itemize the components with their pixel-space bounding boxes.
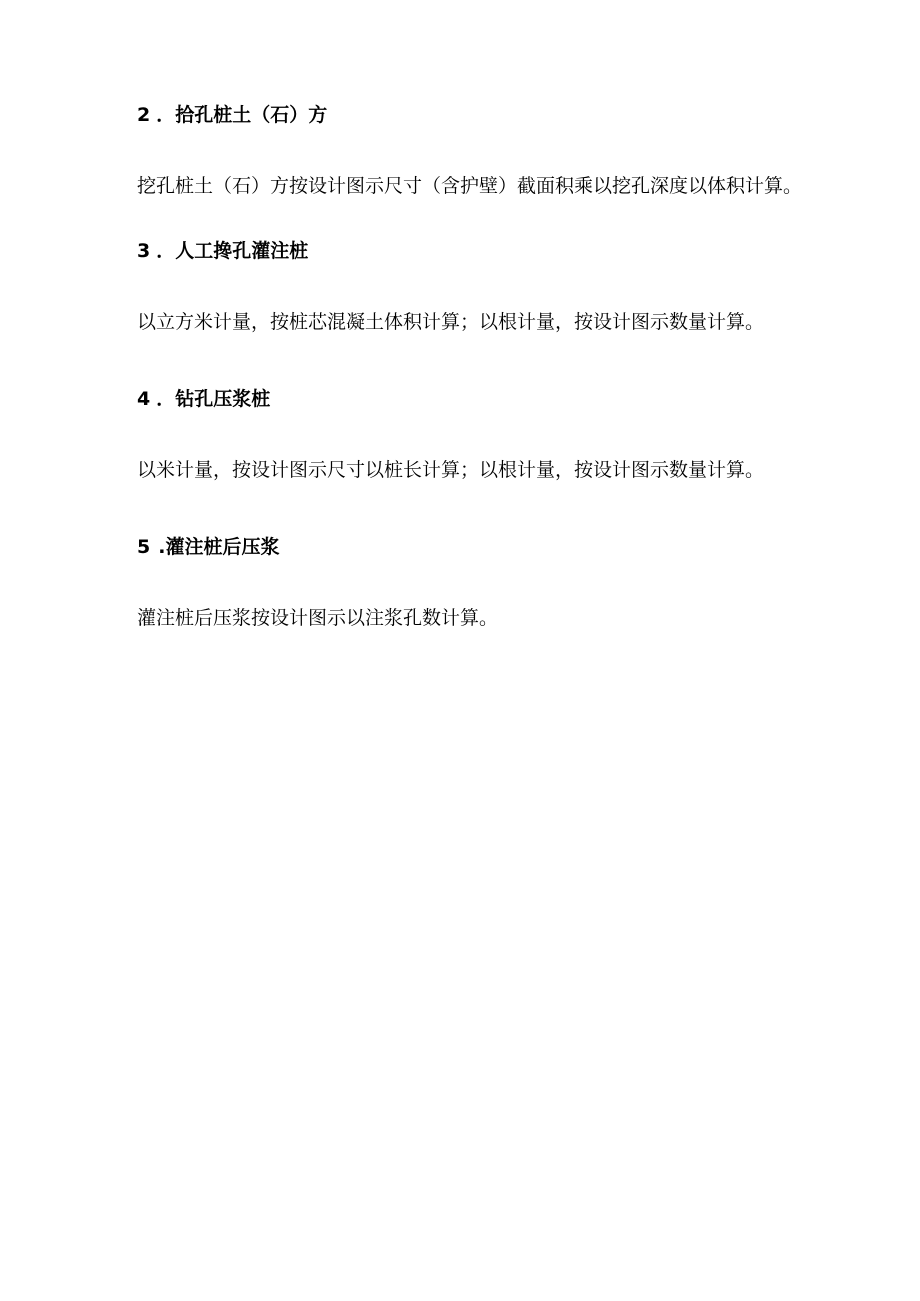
section-number: 3	[137, 240, 151, 262]
section-title: 人工搀孔灌注桩	[175, 240, 309, 262]
section-heading-2	[137, 98, 817, 132]
section-separator: ．	[156, 104, 176, 126]
section-title: 拾孔桩土（石）方	[175, 104, 328, 126]
section-title: 钻孔压浆桩	[175, 388, 271, 410]
section-separator: .	[158, 536, 166, 558]
document-content	[137, 98, 817, 644]
section-number: 2	[137, 104, 151, 126]
section-separator: ．	[156, 240, 176, 262]
section-heading-5	[137, 530, 817, 564]
section-separator: ．	[156, 388, 176, 410]
section-number: 4	[137, 388, 151, 410]
section-body-3: 以立方米计量，按桩芯混凝土体积计算；以根计量，按设计图示数量计算。	[137, 311, 765, 333]
section-number: 5	[137, 536, 151, 558]
section-body-5: 灌注桩后压浆按设计图示以注浆孔数计算。	[137, 607, 499, 629]
section-heading-3	[137, 234, 817, 268]
section-body-4: 以米计量，按设计图示尺寸以桩长计算；以根计量，按设计图示数量计算。	[137, 459, 765, 481]
section-heading-4	[137, 382, 817, 416]
section-title: 灌注桩后压浆	[165, 536, 280, 558]
section-body-2: 挖孔桩土（石）方按设计图示尺寸（含护壁）截面积乘以挖孔深度以体积计算。	[137, 175, 803, 197]
